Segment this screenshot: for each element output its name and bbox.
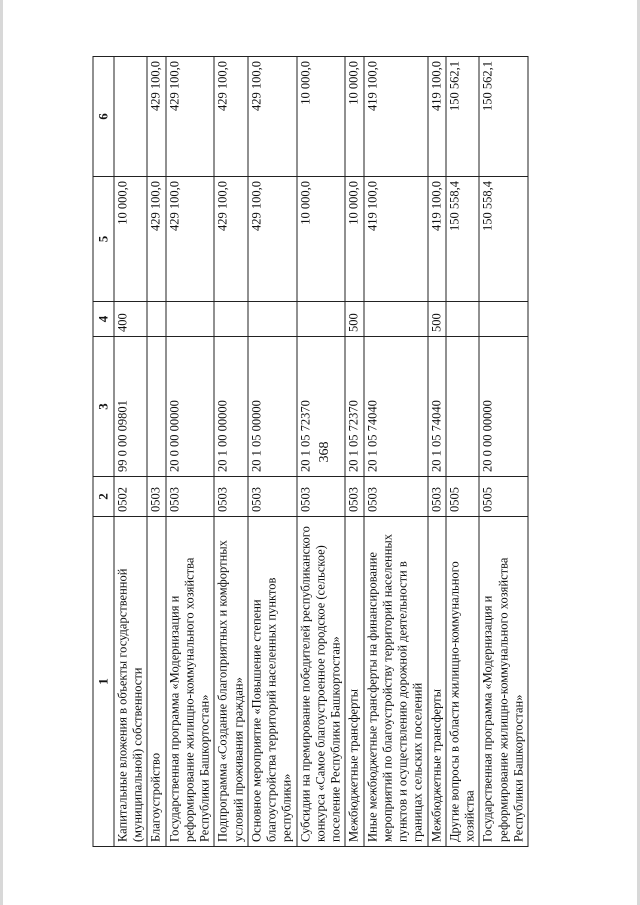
row-name: Субсидии на премирование победителей республиканского конкурса «Самое благоустроенное городское (сельское) поселение Республики Башкортостан» [297, 517, 346, 847]
page-number: 368 [317, 441, 332, 463]
row-target-code: 20 1 05 72370 [297, 337, 346, 477]
row-expense-type [248, 302, 297, 337]
row-target-code [147, 337, 165, 477]
table-row [166, 57, 215, 847]
header-cell: 1 [93, 517, 114, 847]
row-sum-1: 10 000,0 [114, 177, 148, 302]
row-section-code: 0503 [214, 477, 248, 517]
row-section-code: 0503 [166, 477, 215, 517]
row-sum-1: 150 558,4 [479, 177, 528, 302]
row-sum-2: 429 100,0 [248, 57, 297, 177]
row-expense-type [446, 302, 480, 337]
row-sum-1: 429 100,0 [166, 177, 215, 302]
table-row [114, 57, 148, 847]
row-sum-1: 429 100,0 [248, 177, 297, 302]
row-section-code: 0502 [114, 477, 148, 517]
row-target-code: 20 1 05 74040 [364, 337, 428, 477]
row-sum-1: 10 000,0 [345, 177, 363, 302]
table-row [479, 57, 528, 847]
row-name: Межбюджетные трансферты [428, 517, 446, 847]
header-cell: 4 [93, 302, 114, 337]
row-sum-1: 10 000,0 [297, 177, 346, 302]
table-header-row [93, 57, 114, 847]
table-row [364, 57, 428, 847]
budget-table [93, 56, 529, 847]
header-cell: 2 [93, 477, 114, 517]
row-target-code: 20 1 00 00000 [214, 337, 248, 477]
header-cell: 3 [93, 337, 114, 477]
row-section-code: 0503 [248, 477, 297, 517]
scan-edge-left [0, 0, 3, 905]
row-sum-2: 429 100,0 [147, 57, 165, 177]
row-expense-type [479, 302, 528, 337]
row-sum-1: 419 100,0 [364, 177, 428, 302]
row-name: Государственная программа «Модернизация и реформирование жилищно-коммунального хозяйства Республики Башкортостан» [166, 517, 215, 847]
row-target-code: 20 1 05 74040 [428, 337, 446, 477]
row-section-code: 0503 [345, 477, 363, 517]
row-name: Государственная программа «Модернизация и реформирование жилищно-коммунального хозяйства Республики Башкортостан» [479, 517, 528, 847]
row-expense-type [147, 302, 165, 337]
row-name: Основное мероприятие «Повышение степени благоустройства территорий населенных пунктов республики» [248, 517, 297, 847]
rotated-table-container [93, 57, 548, 847]
row-target-code [446, 337, 480, 477]
row-sum-2: 150 562,1 [479, 57, 528, 177]
table-row [248, 57, 297, 847]
row-section-code: 0503 [364, 477, 428, 517]
row-section-code: 0505 [446, 477, 480, 517]
header-cell: 6 [93, 57, 114, 177]
row-name: Межбюджетные трансферты [345, 517, 363, 847]
row-target-code: 20 1 05 00000 [248, 337, 297, 477]
row-sum-1: 419 100,0 [428, 177, 446, 302]
row-target-code: 20 1 05 72370 [345, 337, 363, 477]
row-expense-type: 500 [345, 302, 363, 337]
row-name: Иные межбюджетные трансферты на финансирование мероприятий по благоустройству территорий населенных пунктов и осуществлению дорожной деятельности в границах сельских поселений [364, 517, 428, 847]
row-name: Другие вопросы в области жилищно-коммунального хозяйства [446, 517, 480, 847]
row-target-code: 20 0 00 00000 [166, 337, 215, 477]
row-expense-type: 400 [114, 302, 148, 337]
table-row [345, 57, 363, 847]
table-row [297, 57, 346, 847]
row-sum-2: 429 100,0 [166, 57, 215, 177]
row-name: Благоустройство [147, 517, 165, 847]
row-section-code: 0503 [147, 477, 165, 517]
row-section-code: 0503 [428, 477, 446, 517]
row-sum-2 [114, 57, 148, 177]
table-row [428, 57, 446, 847]
header-cell: 5 [93, 177, 114, 302]
row-section-code: 0505 [479, 477, 528, 517]
row-sum-1: 429 100,0 [214, 177, 248, 302]
table-row [214, 57, 248, 847]
row-sum-1: 150 558,4 [446, 177, 480, 302]
row-name: Подпрограмма «Создание благоприятных и комфортных условий проживания граждан» [214, 517, 248, 847]
row-expense-type [214, 302, 248, 337]
row-target-code: 20 0 00 00000 [479, 337, 528, 477]
row-sum-2: 419 100,0 [364, 57, 428, 177]
row-sum-2: 10 000,0 [345, 57, 363, 177]
row-expense-type [364, 302, 428, 337]
row-sum-2: 10 000,0 [297, 57, 346, 177]
row-expense-type [166, 302, 215, 337]
table-row [147, 57, 165, 847]
row-sum-2: 419 100,0 [428, 57, 446, 177]
row-sum-1: 429 100,0 [147, 177, 165, 302]
row-name: Капитальные вложения в объекты государственной (муниципальной) собственности [114, 517, 148, 847]
row-sum-2: 150 562,1 [446, 57, 480, 177]
row-sum-2: 429 100,0 [214, 57, 248, 177]
table-row [446, 57, 480, 847]
row-target-code: 99 0 00 09801 [114, 337, 148, 477]
row-section-code: 0503 [297, 477, 346, 517]
row-expense-type: 500 [428, 302, 446, 337]
row-expense-type [297, 302, 346, 337]
